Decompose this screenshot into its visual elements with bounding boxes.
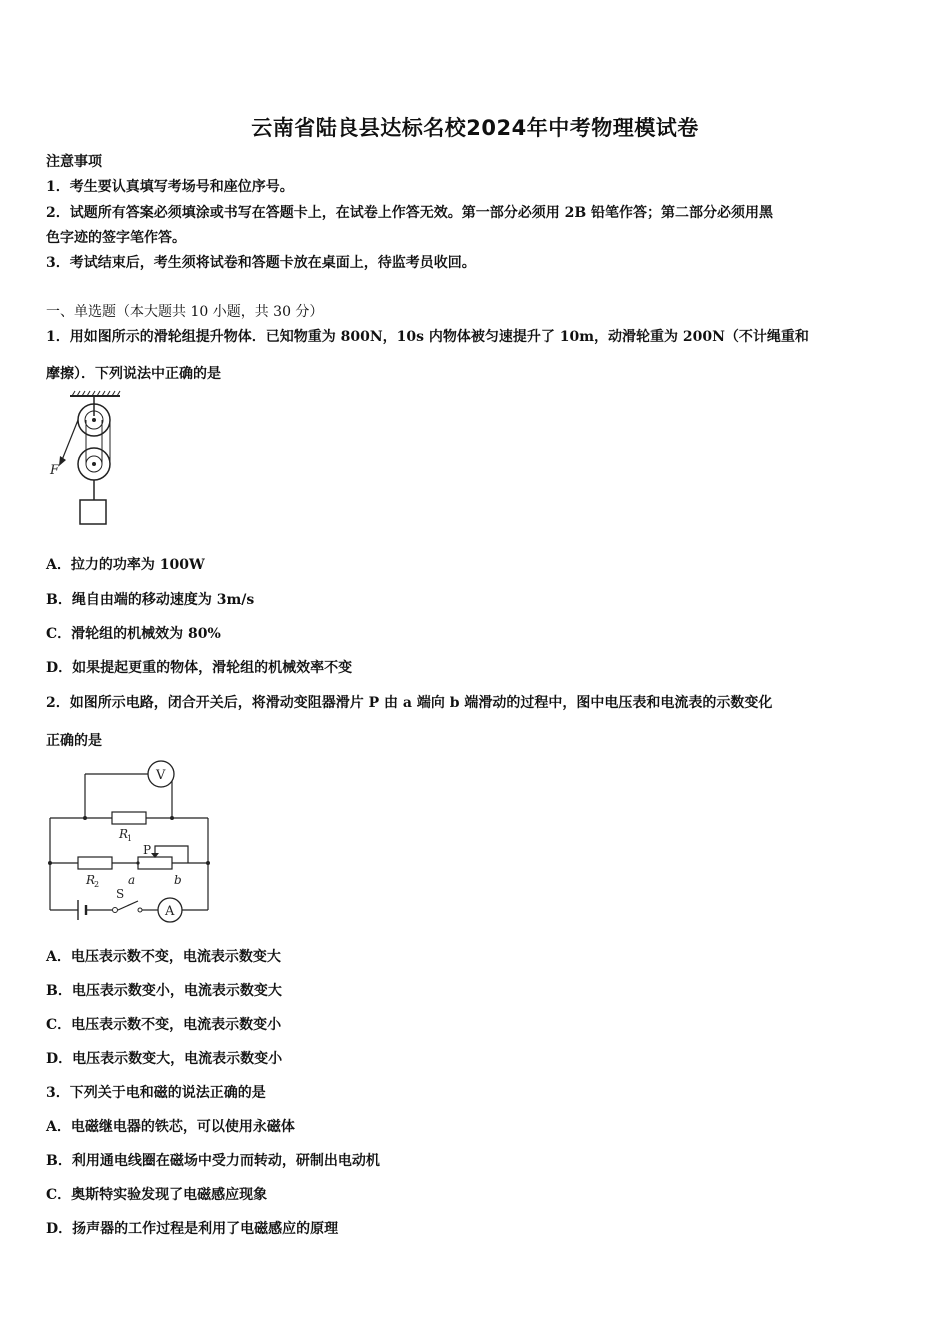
q2-option-c: C．电压表示数不变，电流表示数变小: [46, 1017, 282, 1033]
q3-option-b: B．利用通电线圈在磁场中受力而转动，研制出电动机: [46, 1153, 380, 1169]
pulley-figure: [46, 390, 136, 530]
voltmeter-label: V: [156, 768, 166, 783]
q3-option-a: A．电磁继电器的铁芯，可以使用永磁体: [46, 1119, 295, 1135]
q2-stem-line2: 正确的是: [46, 733, 102, 749]
q2-option-d: D．电压表示数变大，电流表示数变小: [46, 1051, 283, 1067]
r2-subscript: 2: [94, 880, 100, 889]
terminal-label-a: a: [128, 873, 136, 887]
q1-option-d: D．如果提起更重的物体，滑轮组的机械效率不变: [46, 660, 353, 676]
q1-stem-line2: 摩擦）．下列说法中正确的是: [46, 366, 221, 382]
r1-label: R: [119, 827, 129, 841]
exam-title: 云南省陆良县达标名校2024年中考物理模试卷: [251, 116, 699, 140]
notice-item-2: 2．试题所有答案必须填涂或书写在答题卡上，在试卷上作答无效。第一部分必须用 2B 铅笔作答；第二部分必须用黑: [46, 205, 774, 221]
r2-label: R: [86, 873, 96, 887]
q3-option-d: D．扬声器的工作过程是利用了电磁感应的原理: [46, 1221, 339, 1237]
notice-heading: 注意事项: [46, 154, 102, 170]
slider-label-p: P: [143, 843, 152, 857]
q1-option-a: A．拉力的功率为 100W: [46, 557, 205, 573]
q3-stem: 3．下列关于电和磁的说法正确的是: [46, 1085, 266, 1101]
q3-option-c: C．奥斯特实验发现了电磁感应现象: [46, 1187, 268, 1203]
q1-option-c: C．滑轮组的机械效为 80%: [46, 626, 221, 642]
notice-item-1: 1．考生要认真填写考场号和座位序号。: [46, 179, 294, 195]
switch-contact: [113, 908, 118, 913]
notice-item-3: 3．考试结束后，考生须将试卷和答题卡放在桌面上，待监考员收回。: [46, 255, 476, 271]
ammeter-label: A: [165, 904, 175, 919]
weight-block: [80, 500, 106, 524]
switch-label-s: S: [116, 887, 125, 901]
terminal-label-b: b: [174, 873, 182, 887]
rheostat: [138, 857, 172, 869]
resistor-r2: [78, 857, 112, 869]
q1-option-b: B．绳自由端的移动速度为 3m/s: [46, 592, 255, 608]
q2-stem-line1: 2．如图所示电路，闭合开关后，将滑动变阻器滑片 P 由 a 端向 b 端滑动的过程中，图中电压表和电流表的示数变化: [46, 695, 773, 711]
resistor-r1: [112, 812, 146, 824]
q2-option-a: A．电压表示数不变，电流表示数变大: [46, 949, 281, 965]
notice-item-2-cont: 色字迹的签字笔作答。: [46, 230, 186, 246]
section-heading: 一、单选题（本大题共 10 小题，共 30 分）: [46, 304, 324, 320]
circuit-figure: [40, 760, 220, 925]
q2-option-b: B．电压表示数变小，电流表示数变大: [46, 983, 282, 999]
q1-stem-line1: 1．用如图所示的滑轮组提升物体．已知物重为 800N，10s 内物体被匀速提升了 10m，动滑轮重为 200N（不计绳重和: [46, 329, 809, 345]
force-label-f: F: [50, 463, 60, 478]
r1-subscript: 1: [127, 834, 133, 843]
rope-free-end: [62, 420, 78, 460]
